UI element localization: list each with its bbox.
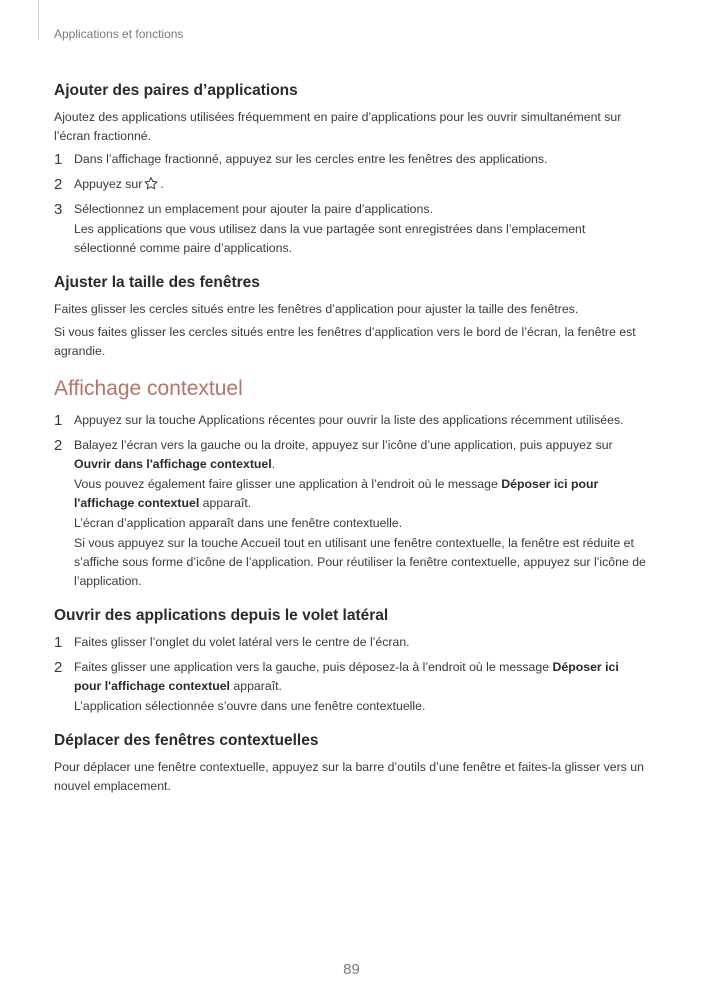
step-text: Faites glisser l’onglet du volet latéral vers le centre de l’écran. <box>74 635 410 649</box>
star-icon <box>143 176 159 191</box>
step-text: Sélectionnez un emplacement pour ajouter la paire d’applications. <box>74 202 433 216</box>
ui-label: Déposer ici pour l'affichage contextuel <box>74 660 619 693</box>
step-item <box>54 411 649 430</box>
paragraph: Pour déplacer une fenêtre contextuelle, appuyez sur la barre d’outils d’une fenêtre et faites-la glisser vers un nouvel emplacement. <box>54 760 644 793</box>
ui-label: Ouvrir dans l'affichage contextuel <box>74 457 272 471</box>
page-number: 89 <box>343 961 360 978</box>
step-note: L’application sélectionnée s’ouvre dans une fenêtre contextuelle. <box>74 699 426 713</box>
section-title: Déplacer des fenêtres contextuelles <box>54 732 319 749</box>
section-move-popups <box>54 730 649 796</box>
step-number: 1 <box>54 151 63 168</box>
step-item <box>54 436 649 591</box>
step-note: L’écran d’application apparaît dans une fenêtre contextuelle. <box>74 516 403 530</box>
margin-rule <box>38 0 39 40</box>
step-number: 1 <box>54 634 63 651</box>
step-item <box>54 200 649 258</box>
section-side-panel <box>54 605 649 716</box>
paragraph: Si vous faites glisser les cercles situés entre les fenêtres d’application vers le bord de l’écran, la fenêtre est agrandie. <box>54 325 636 358</box>
step-text: Appuyez sur la touche Applications récentes pour ouvrir la liste des applications récemment utilisées. <box>74 413 624 427</box>
step-number: 2 <box>54 437 63 454</box>
step-number: 2 <box>54 176 63 193</box>
page-content <box>54 80 649 810</box>
step-text: Appuyez sur . <box>74 177 164 191</box>
step-text: Dans l’affichage fractionné, appuyez sur les cercles entre les fenêtres des applications. <box>74 152 548 166</box>
ui-label: Déposer ici pour l'affichage contextuel <box>74 477 599 510</box>
step-text: Faites glisser une application vers la gauche, puis déposez-la à l’endroit où le message Déposer ici pour l'affichage contextuel apparaît. <box>74 660 619 693</box>
running-header: Applications et fonctions <box>54 27 184 41</box>
section-title: Ouvrir des applications depuis le volet latéral <box>54 607 389 624</box>
section-resize-windows <box>54 272 649 361</box>
step-note: Les applications que vous utilisez dans la vue partagée sont enregistrées dans l’emplacement sélectionné comme paire d’applications. <box>74 222 586 255</box>
step-number: 1 <box>54 412 63 429</box>
section-popup-view <box>54 375 649 591</box>
paragraph: Faites glisser les cercles situés entre les fenêtres d’application pour ajuster la taille des fenêtres. <box>54 302 579 316</box>
step-number: 3 <box>54 201 63 218</box>
step-text: Balayez l’écran vers la gauche ou la droite, appuyez sur l’icône d’une application, puis appuyez sur Ouvrir dans l'affichage contextuel. <box>74 438 613 471</box>
section-app-pairs <box>54 80 649 258</box>
section-intro: Ajoutez des applications utilisées fréquemment en paire d’applications pour les ouvrir simultanément sur l’écran fractionné. <box>54 110 622 143</box>
chapter-title: Affichage contextuel <box>54 377 243 400</box>
step-note: Si vous appuyez sur la touche Accueil tout en utilisant une fenêtre contextuelle, la fenêtre est réduite et s’affiche sous forme d’icône de l’application. Pour réutiliser la fenêtre contextuelle, appuyez sur l’icône de l’application. <box>74 536 646 588</box>
section-title: Ajouter des paires d’applications <box>54 82 298 99</box>
step-item <box>54 175 649 194</box>
step-note: Vous pouvez également faire glisser une application à l’endroit où le message Déposer ici pour l'affichage contextuel apparaît. <box>74 477 599 510</box>
section-title: Ajuster la taille des fenêtres <box>54 274 260 291</box>
step-item <box>54 658 649 716</box>
step-item <box>54 150 649 169</box>
step-number: 2 <box>54 659 63 676</box>
step-item <box>54 633 649 652</box>
